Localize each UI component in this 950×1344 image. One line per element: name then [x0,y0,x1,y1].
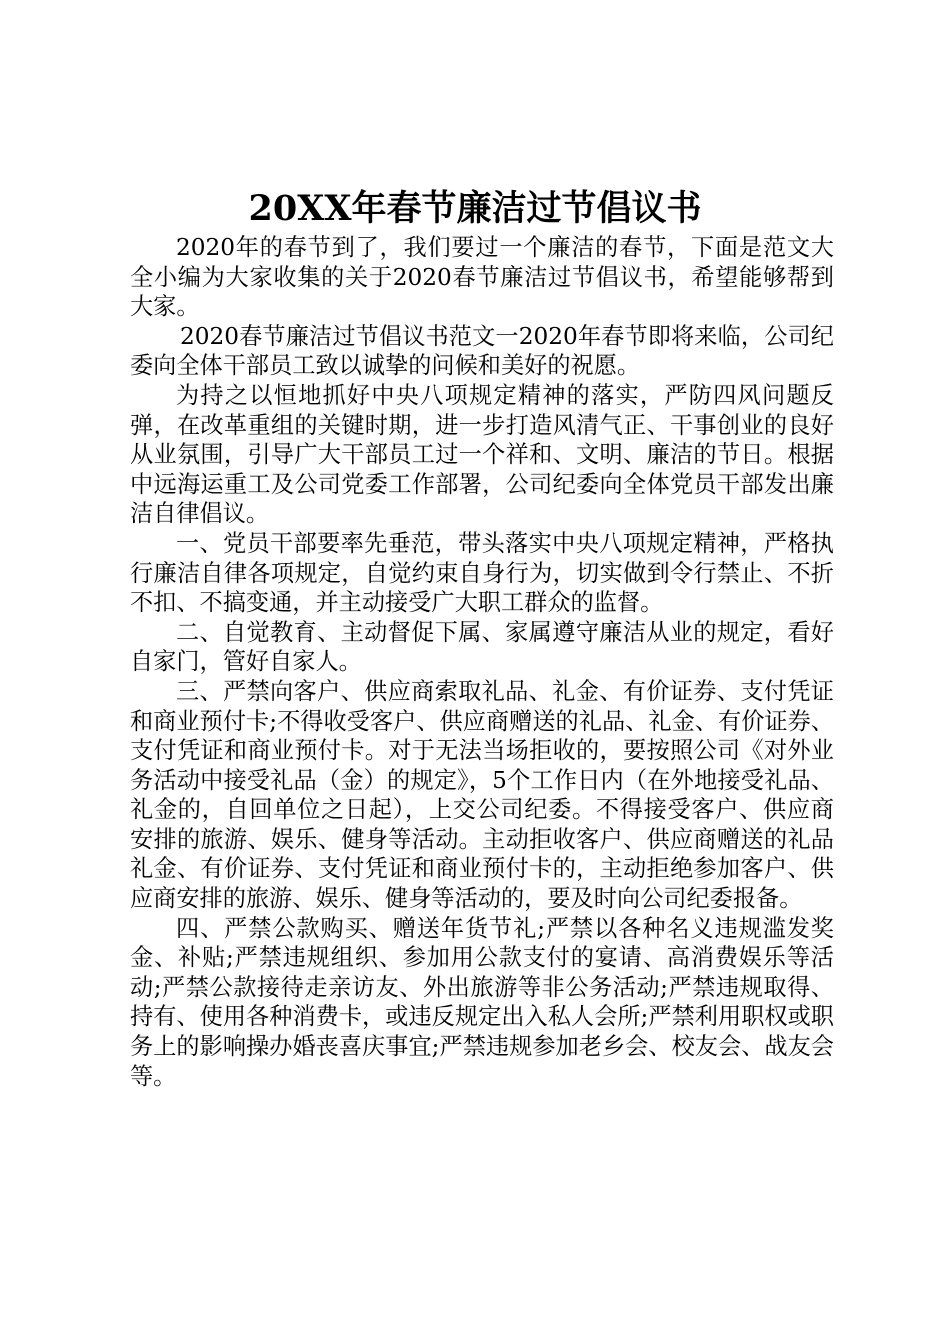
paragraph-purpose: 为持之以恒地抓好中央八项规定精神的落实，严防四风问题反弹，在改革重组的关键时期，进一步打造风清气正、干事创业的良好从业氛围，引导广大干部员工过一个祥和、文明、廉洁的节日。根据中远海运重工及公司党委工作部署，公司纪委向全体党员干部发出廉洁自律倡议。 [130,381,834,528]
document-body [130,233,834,1091]
paragraph-item-4: 四、严禁公款购买、赠送年货节礼;严禁以各种名义违规滥发奖金、补贴;严禁违规组织、参加用公款支付的宴请、高消费娱乐等活动;严禁公款接待走亲访友、外出旅游等非公务活动;严禁违规取得、持有、使用各种消费卡，或违反规定出入私人会所;严禁利用职权或职务上的影响操办婚丧喜庆事宜;严禁违规参加老乡会、校友会、战友会等。 [130,914,834,1090]
document-title: 20XX年春节廉洁过节倡议书 [248,188,702,229]
paragraph-intro: 2020年的春节到了，我们要过一个廉洁的春节，下面是范文大全小编为大家收集的关于2020春节廉洁过节倡议书，希望能够帮到大家。 [130,234,834,321]
paragraph-sample-heading: 2020春节廉洁过节倡议书范文一2020年春节即将来临，公司纪委向全体干部员工致以诚挚的问候和美好的祝愿。 [130,322,834,380]
paragraph-item-3: 三、严禁向客户、供应商索取礼品、礼金、有价证券、支付凭证和商业预付卡;不得收受客户、供应商赠送的礼品、礼金、有价证券、支付凭证和商业预付卡。对于无法当场拒收的，要按照公司《对外业务活动中接受礼品（金）的规定》，5个工作日内（在外地接受礼品、礼金的，自回单位之日起），上交公司纪委。不得接受客户、供应商安排的旅游、娱乐、健身等活动。主动拒收客户、供应商赠送的礼品礼金、有价证券、支付凭证和商业预付卡的，主动拒绝参加客户、供应商安排的旅游、娱乐、健身等活动的，要及时向公司纪委报备。 [130,677,834,913]
paragraph-item-1: 一、党员干部要率先垂范，带头落实中央八项规定精神，严格执行廉洁自律各项规定，自觉约束自身行为，切实做到令行禁止、不折不扣、不搞变通，并主动接受广大职工群众的监督。 [130,529,834,617]
paragraph-item-2: 二、自觉教育、主动督促下属、家属遵守廉洁从业的规定，看好自家门，管好自家人。 [130,618,834,676]
